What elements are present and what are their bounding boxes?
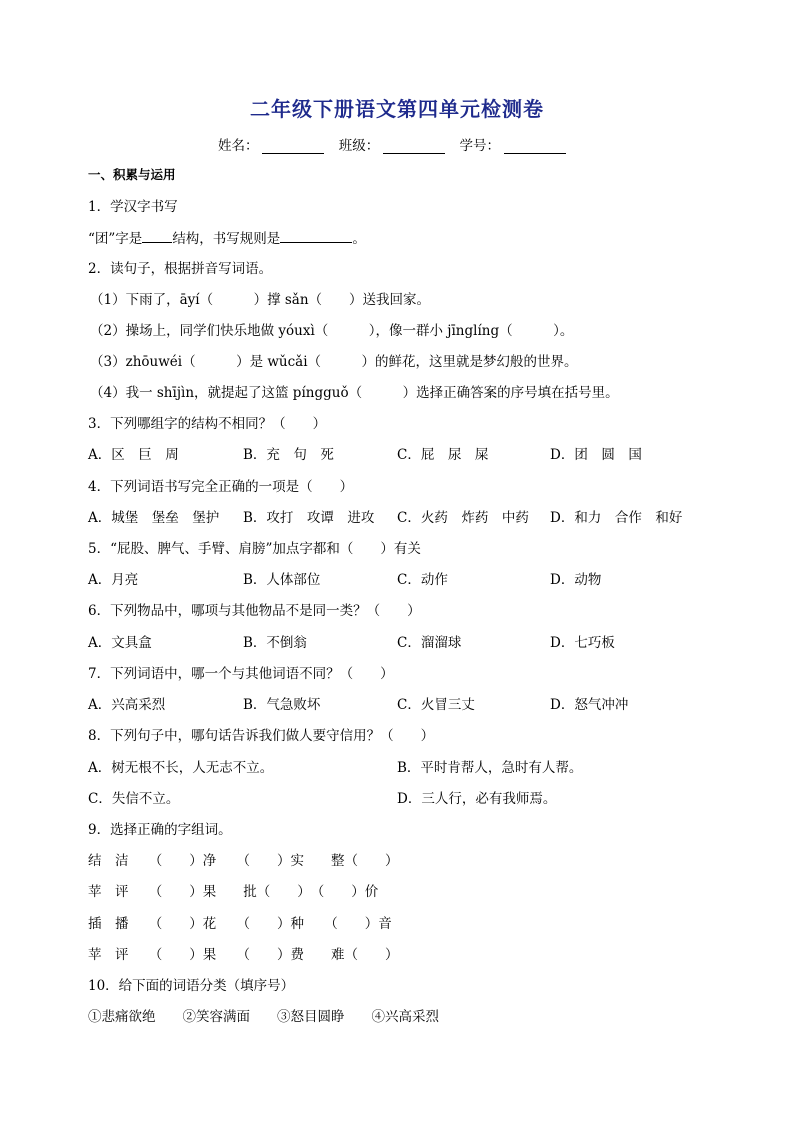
q6-title: 6．下列物品中，哪项与其他物品不是同一类？（ ） bbox=[88, 603, 421, 619]
q4-option-d[interactable]: D．和力 合作 和好 bbox=[550, 510, 683, 526]
q6-option-c[interactable]: C．溜溜球 bbox=[397, 635, 462, 651]
q5-option-b[interactable]: B．人体部位 bbox=[243, 572, 321, 588]
q2-sentence-1: （1）下雨了，āyí（ ）撑 sǎn（ ）送我回家。 bbox=[90, 292, 431, 308]
q5-option-d[interactable]: D．动物 bbox=[550, 572, 602, 588]
q3-option-c[interactable]: C．屁 尿 屎 bbox=[397, 447, 489, 463]
q1-blank-rule[interactable] bbox=[280, 229, 352, 243]
q9-row-3: 插 播 （ ）花 （ ）种 （ ）音 bbox=[88, 916, 392, 932]
section-heading: 一、积累与运用 bbox=[88, 167, 176, 182]
q3-option-d[interactable]: D．团 圆 国 bbox=[550, 447, 642, 463]
q1-title: 1．学汉字书写 bbox=[88, 199, 178, 215]
student-info-row bbox=[0, 134, 794, 154]
q9-row-1: 结 洁 （ ）净 （ ）实 整（ ） bbox=[88, 853, 399, 869]
q7-option-c[interactable]: C．火冒三丈 bbox=[397, 697, 475, 713]
q3-option-a[interactable]: A．区 巨 周 bbox=[88, 447, 179, 463]
q5-option-c[interactable]: C．动作 bbox=[397, 572, 448, 588]
q1-fill-line: “团”字是 结构，书写规则是 。 bbox=[88, 231, 366, 247]
q10-title: 10．给下面的词语分类（填序号） bbox=[88, 978, 295, 994]
q7-option-b[interactable]: B．气急败坏 bbox=[243, 697, 321, 713]
id-blank[interactable] bbox=[504, 139, 566, 154]
q9-row-2: 苹 评 （ ）果 批（ ） （ ）价 bbox=[88, 884, 379, 900]
q8-option-a[interactable]: A．树无根不长，人无志不立。 bbox=[88, 760, 274, 776]
name-blank[interactable] bbox=[262, 139, 324, 154]
q2-sentence-2: （2）操场上，同学们快乐地做 yóuxì（ ），像一群小 jīnglíng（ ）。 bbox=[90, 323, 574, 339]
q7-option-d[interactable]: D．怒气冲冲 bbox=[550, 697, 629, 713]
name-label: 姓名： bbox=[217, 138, 259, 154]
q8-title: 8．下列句子中，哪句话告诉我们做人要守信用？（ ） bbox=[88, 728, 435, 744]
q4-title: 4．下列词语书写完全正确的一项是（ ） bbox=[88, 479, 354, 495]
q4-option-b[interactable]: B．攻打 攻谭 进攻 bbox=[243, 510, 375, 526]
q8-option-d[interactable]: D．三人行，必有我师焉。 bbox=[397, 791, 557, 807]
q5-option-a[interactable]: A．月亮 bbox=[88, 572, 139, 588]
id-label: 学号： bbox=[459, 138, 501, 154]
class-blank[interactable] bbox=[383, 139, 445, 154]
q4-option-a[interactable]: A．城堡 堡垒 堡护 bbox=[88, 510, 220, 526]
q4-option-c[interactable]: C．火药 炸药 中药 bbox=[397, 510, 529, 526]
q2-title: 2．读句子，根据拼音写词语。 bbox=[88, 261, 273, 277]
q6-option-b[interactable]: B．不倒翁 bbox=[243, 635, 307, 651]
q3-option-b[interactable]: B．充 句 死 bbox=[243, 447, 334, 463]
q1-blank-structure[interactable] bbox=[142, 229, 172, 243]
q5-title: 5．“屁股、脾气、手臂、肩膀”加点字都和（ ）有关 bbox=[88, 541, 421, 557]
page-title: 二年级下册语文第四单元检测卷 bbox=[250, 97, 544, 121]
q8-option-b[interactable]: B．平时肯帮人，急时有人帮。 bbox=[397, 760, 583, 776]
q9-row-4: 苹 评 （ ）果 （ ）费 难（ ） bbox=[88, 947, 399, 963]
q3-title: 3．下列哪组字的结构不相同？（ ） bbox=[88, 416, 327, 432]
q6-option-a[interactable]: A．文具盒 bbox=[88, 635, 152, 651]
q9-title: 9．选择正确的字组词。 bbox=[88, 822, 232, 838]
q10-items: ①悲痛欲绝 ②笑容满面 ③怒目圆睁 ④兴高采烈 bbox=[88, 1009, 439, 1025]
q2-sentence-3: （3）zhōuwéi（ ）是 wǔcǎi（ ）的鲜花，这里就是梦幻般的世界。 bbox=[90, 354, 578, 370]
q2-sentence-4: （4）我一 shījìn，就提起了这篮 píngguǒ（ ）选择正确答案的序号填在括号里。 bbox=[90, 385, 619, 401]
q7-option-a[interactable]: A．兴高采烈 bbox=[88, 697, 166, 713]
q8-option-c[interactable]: C．失信不立。 bbox=[88, 791, 180, 807]
class-label: 班级： bbox=[338, 138, 380, 154]
q6-option-d[interactable]: D．七巧板 bbox=[550, 635, 615, 651]
q7-title: 7．下列词语中，哪一个与其他词语不同？（ ） bbox=[88, 666, 394, 682]
